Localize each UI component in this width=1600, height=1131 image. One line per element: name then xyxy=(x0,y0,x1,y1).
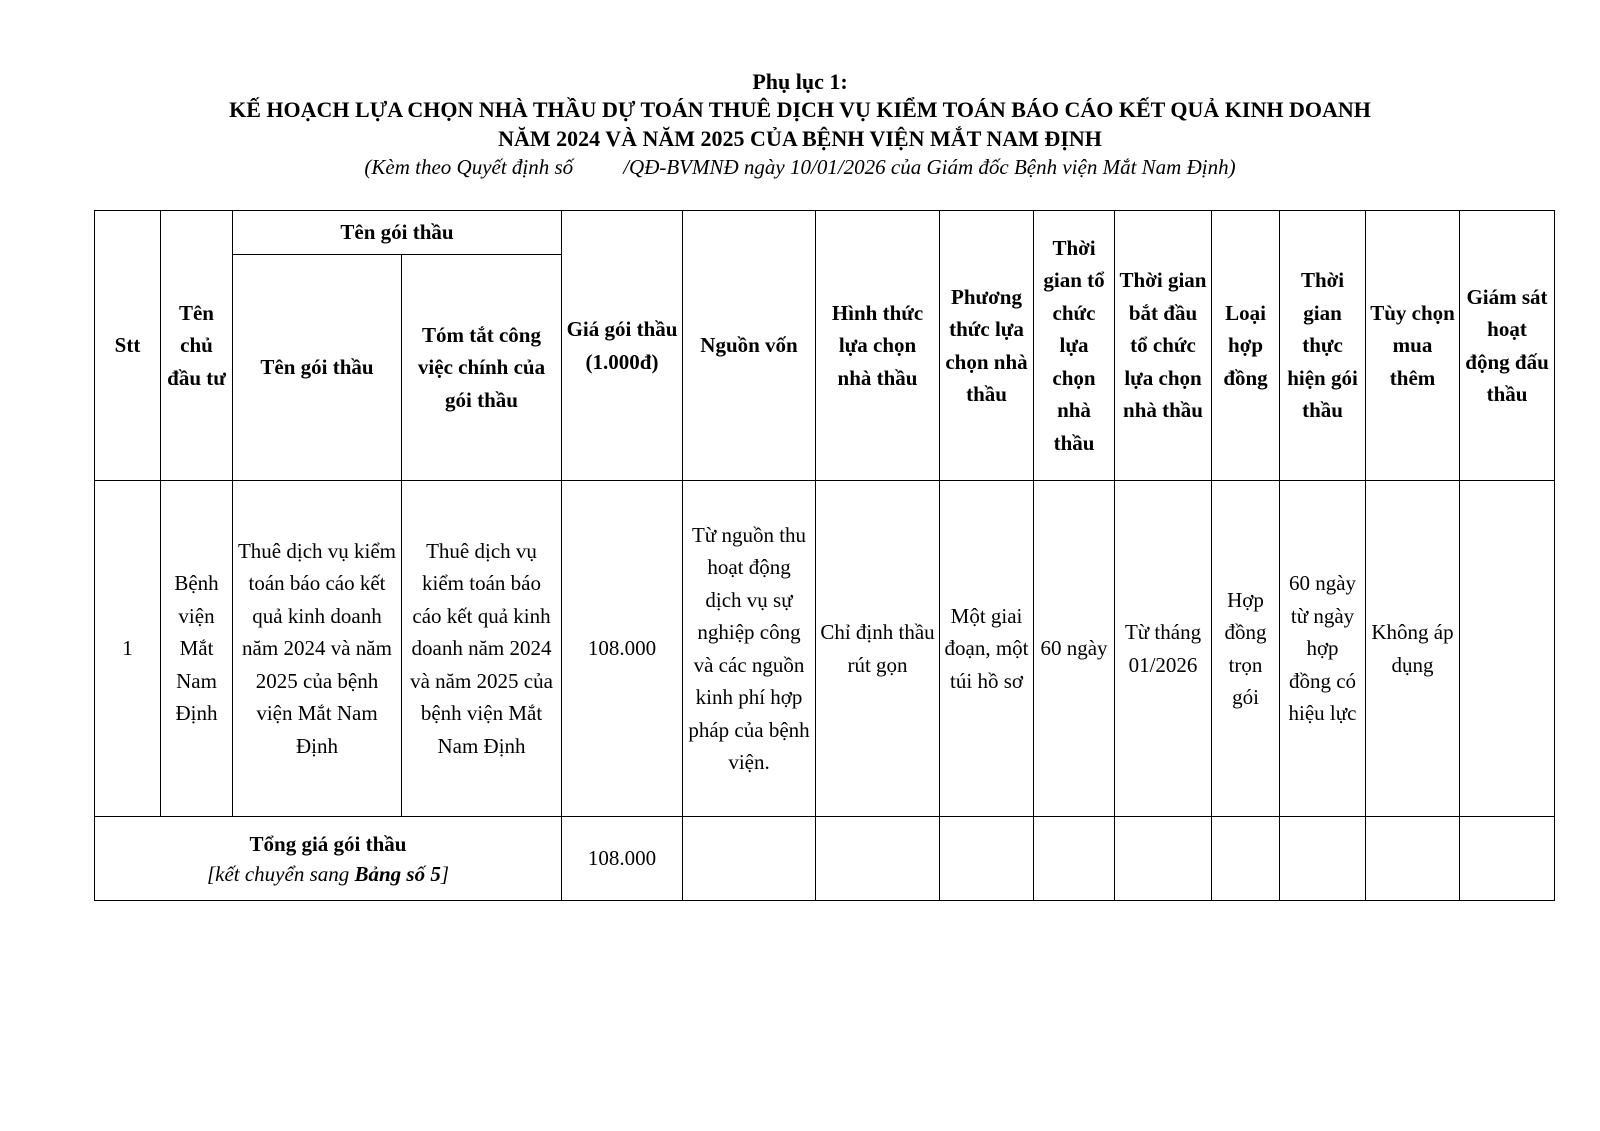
col-header-supervision: Giám sát hoạt động đấu thầu xyxy=(1460,211,1555,481)
cell-contract-type: Hợp đồng trọn gói xyxy=(1212,481,1280,817)
document-title-line-2: NĂM 2024 VÀ NĂM 2025 CỦA BỆNH VIỆN MẮT NAM ĐỊNH xyxy=(498,126,1102,151)
col-header-selection-duration: Thời gian tổ chức lựa chọn nhà thầu xyxy=(1034,211,1115,481)
total-label: Tổng giá gói thầu xyxy=(249,831,407,856)
cell-execution-time: 60 ngày từ ngày hợp đồng có hiệu lực xyxy=(1280,481,1366,817)
col-header-price: Giá gói thầu (1.000đ) xyxy=(562,211,683,481)
appendix-label: Phụ lục 1: xyxy=(752,69,848,94)
total-note-prefix: [kết chuyển sang xyxy=(206,861,350,886)
table-row xyxy=(95,481,1555,817)
total-empty-cell xyxy=(1115,817,1212,901)
col-header-optional-purchase: Tùy chọn mua thêm xyxy=(1366,211,1460,481)
total-note-table-ref: Bảng số 5 xyxy=(354,861,441,886)
cell-package-name: Thuê dịch vụ kiểm toán báo cáo kết quả kinh doanh năm 2024 và năm 2025 của bệnh viện Mắt Nam Định xyxy=(233,481,402,817)
col-header-execution-time: Thời gian thực hiện gói thầu xyxy=(1280,211,1366,481)
col-header-stt: Stt xyxy=(95,211,161,481)
cell-supervision xyxy=(1460,481,1555,817)
total-note xyxy=(99,859,557,889)
col-header-package-name: Tên gói thầu xyxy=(233,255,402,481)
total-empty-cell xyxy=(1460,817,1555,901)
col-header-package-group: Tên gói thầu xyxy=(233,211,562,255)
total-empty-cell xyxy=(1280,817,1366,901)
cell-selection-form: Chỉ định thầu rút gọn xyxy=(816,481,940,817)
col-header-funding: Nguồn vốn xyxy=(683,211,816,481)
total-value: 108.000 xyxy=(562,817,683,901)
col-header-investor: Tên chủ đầu tư xyxy=(161,211,233,481)
table-header-row xyxy=(95,211,1555,255)
cell-selection-method: Một giai đoạn, một túi hồ sơ xyxy=(940,481,1034,817)
decision-reference-part-2: /QĐ-BVMNĐ ngày 10/01/2026 của Giám đốc Bệnh viện Mắt Nam Định) xyxy=(623,155,1236,179)
total-empty-cell xyxy=(683,817,816,901)
table-total-row xyxy=(95,817,1555,901)
total-empty-cell xyxy=(816,817,940,901)
total-empty-cell xyxy=(1366,817,1460,901)
cell-stt: 1 xyxy=(95,481,161,817)
cell-funding: Từ nguồn thu hoạt động dịch vụ sự nghiệp công và các nguồn kinh phí hợp pháp của bệnh viện. xyxy=(683,481,816,817)
decision-reference xyxy=(0,153,1600,181)
cell-package-summary: Thuê dịch vụ kiểm toán báo cáo kết quả kinh doanh năm 2024 và năm 2025 của bệnh viện Mắt Nam Định xyxy=(402,481,562,817)
total-empty-cell xyxy=(940,817,1034,901)
cell-price: 108.000 xyxy=(562,481,683,817)
col-header-selection-form: Hình thức lựa chọn nhà thầu xyxy=(816,211,940,481)
decision-reference-part-1: (Kèm theo Quyết định số xyxy=(364,155,574,179)
col-header-selection-start: Thời gian bắt đầu tổ chức lựa chọn nhà thầu xyxy=(1115,211,1212,481)
cell-selection-duration: 60 ngày xyxy=(1034,481,1115,817)
total-note-suffix: ] xyxy=(440,861,450,886)
col-header-selection-method: Phương thức lựa chọn nhà thầu xyxy=(940,211,1034,481)
contractor-selection-table xyxy=(94,210,1555,901)
total-empty-cell xyxy=(1034,817,1115,901)
cell-selection-start: Từ tháng 01/2026 xyxy=(1115,481,1212,817)
total-label-cell xyxy=(95,817,562,901)
cell-investor: Bệnh viện Mắt Nam Định xyxy=(161,481,233,817)
total-empty-cell xyxy=(1212,817,1280,901)
col-header-package-summary: Tóm tắt công việc chính của gói thầu xyxy=(402,255,562,481)
document-header xyxy=(0,68,1600,181)
cell-optional-purchase: Không áp dụng xyxy=(1366,481,1460,817)
col-header-contract-type: Loại hợp đồng xyxy=(1212,211,1280,481)
document-title-line-1: KẾ HOẠCH LỰA CHỌN NHÀ THẦU DỰ TOÁN THUÊ DỊCH VỤ KIỂM TOÁN BÁO CÁO KẾT QUẢ KINH DOANH xyxy=(229,97,1371,122)
